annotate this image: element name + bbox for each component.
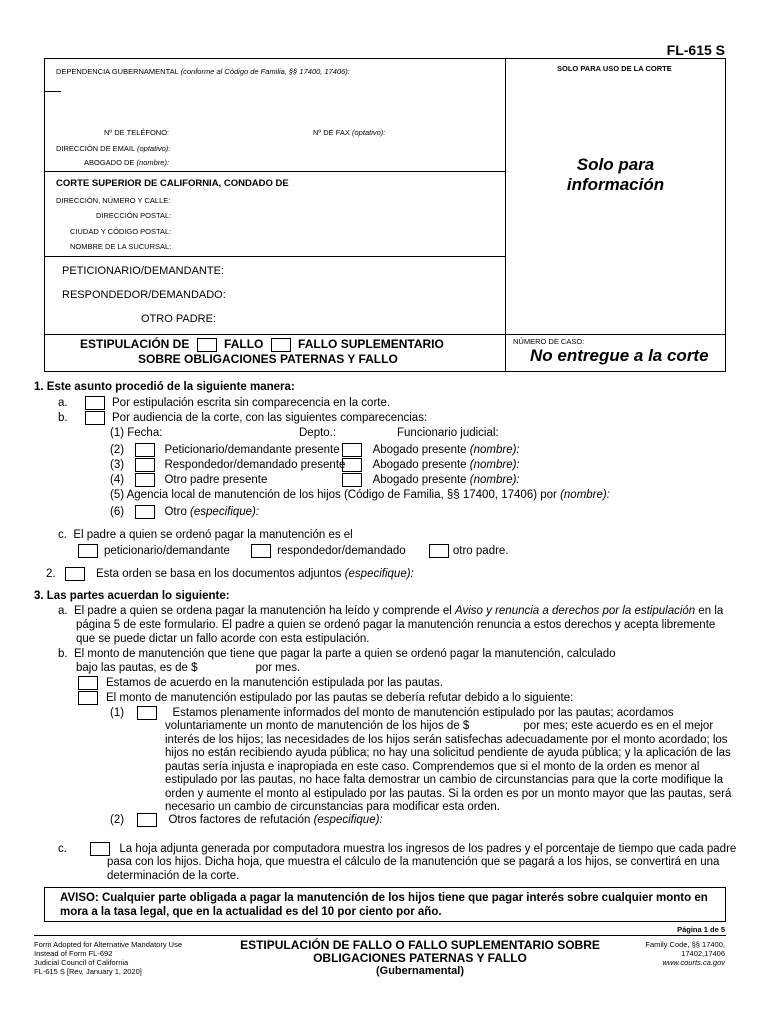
section-2-row: 2. Esta orden se basa en los documentos adjuntos (especifique): [46, 568, 414, 581]
s2-checkbox[interactable] [65, 567, 85, 581]
pet-atty-checkbox[interactable] [342, 443, 362, 457]
s3-c-line2: pasa con los hijos. Dicha hoja, que muestra el cálculo de la manutención que se pagará a los hijos, se convertirá en una [107, 856, 720, 868]
s3-r1-text: voluntariamente un monto de manutención de los hijos de $ por mes; este acuerdo es en el mejor interés de los hijos; las necesidades de los hijos serán satisfechas adecuadamente por el monto acordado; los hijos no están recibiendo ayuda pública; no hay una solicitud pendiente de ayuda pública; y la aplicación de las pautas sería injusta e inapropiada en este caso. Comprendemos que si el monto de la orden es menor al estipulado por las pautas, no hace falta demostrar un cambio de circunstancias para que la corte modifique la orden y aumente el monto al estipulado por las pautas. Si la orden es por un monto mayor que las pautas, será necesario un cambio de circunstancias para modificar esta orden. [165, 720, 732, 813]
s3-c-checkbox[interactable] [90, 842, 110, 856]
s1-b3-row: (3) Respondedor/demandado presente [110, 459, 346, 472]
s3-b-line1: b. El monto de manutención que tiene que pagar la parte a quien se ordenó pagar la manutención, calculado [58, 648, 616, 660]
supplemental-judgment-checkbox[interactable] [271, 338, 291, 352]
other-parent-label: OTRO PADRE: [141, 313, 216, 325]
footer-right: Family Code, §§ 17400, 17402,17406 www.courts.ca.gov [645, 940, 725, 967]
phone-label: Nº DE TELÉFONO: [104, 128, 170, 137]
s3-a-line3: que se puede dictar un fallo acorde con esta estipulación. [76, 633, 370, 645]
s1-b6-row: (6) Otro (especifique): [110, 506, 260, 519]
s3-c-row: c. La hoja adjunta generada por computadora muestra los ingresos de los padres y el porcentaje de tiempo que cada padre [58, 843, 737, 856]
pet-present-checkbox[interactable] [135, 443, 155, 457]
form-title: ESTIPULACIÓN DE FALLO FALLO SUPLEMENTARIO [80, 337, 444, 351]
s1-b1-date: (1) Fecha: [110, 427, 163, 439]
s3-a-line1: a. El padre a quien se ordena pagar la manutención ha leído y comprende el Aviso y renuncia a derechos por la estipulación en la [58, 605, 724, 617]
attorney-label: ABOGADO DE (nombre): [84, 158, 170, 167]
agency-label: DEPENDENCIA GUBERNAMENTAL (conforme al Código de Familia, §§ 17400, 17406): [56, 67, 350, 76]
s3-r1-row: (1) Estamos plenamente informados del monto de manutención estipulado por las pautas; acordamos [110, 707, 674, 720]
s1-b3-atty: Abogado presente (nombre): [342, 458, 520, 472]
petitioner-label: PETICIONARIO/DEMANDANTE: [62, 265, 224, 277]
header-right-frame [505, 58, 726, 335]
s1-b4-atty: Abogado presente (nombre): [342, 473, 520, 487]
form-id: FL-615 S [666, 42, 725, 58]
payor-other-checkbox[interactable] [429, 544, 449, 558]
fax-label: Nº DE FAX (optativo): [313, 128, 386, 137]
payor-petitioner-checkbox[interactable] [78, 544, 98, 558]
s1-c-row: c. El padre a quien se ordenó pagar la manutención es el [58, 529, 353, 541]
guideline-rebut-checkbox[interactable] [78, 691, 98, 705]
form-title-line2: SOBRE OBLIGACIONES PATERNAS Y FALLO [138, 352, 398, 366]
s3-a-line2: página 5 de este formulario. El padre a quien se ordenó pagar la manutención renuncia a estos derechos y acepta libremente [76, 619, 716, 631]
mailing-label: DIRECCIÓN POSTAL: [96, 211, 172, 220]
respondent-label: RESPONDEDOR/DEMANDADO: [62, 289, 226, 301]
guideline-agree-checkbox[interactable] [78, 676, 98, 690]
s1-a-checkbox[interactable] [85, 396, 105, 410]
s1-b1-dept: Depto.: [299, 427, 337, 439]
resp-atty-checkbox[interactable] [342, 458, 362, 472]
notice-text: AVISO: Cualquier parte obligada a pagar la manutención de los hijos tiene que pagar interés sobre cualquier monto en mora a la tasa legal, que en la actualidad es del 10 por ciento por año. [60, 892, 708, 918]
s1-a-row: a. Por estipulación escrita sin comparecencia en la corte. [58, 397, 391, 410]
s1-b4-row: (4) Otro padre presente [110, 474, 268, 487]
other-atty-checkbox[interactable] [342, 473, 362, 487]
court-use-label: SOLO PARA USO DE LA CORTE [557, 64, 672, 73]
footer-left: Form Adopted for Alternative Mandatory Use Instead of Form FL-692 Judicial Council of California FL-615 S [Rev. January 1, 2020] [34, 940, 182, 976]
email-label: DIRECCIÓN DE EMAIL (optativo): [56, 144, 171, 153]
s3-b-line2: bajo las pautas, es de $ por mes. [76, 662, 301, 674]
resp-present-checkbox[interactable] [135, 458, 155, 472]
footer-title: ESTIPULACIÓN DE FALLO O FALLO SUPLEMENTARIO SOBRE OBLIGACIONES PATERNAS Y FALLO (Gubernamental) [240, 938, 600, 977]
case-number-label: NÚMERO DE CASO: [513, 337, 585, 346]
rebut-2-checkbox[interactable] [137, 813, 157, 827]
rebut-1-checkbox[interactable] [137, 706, 157, 720]
s1-b2-row: (2) Peticionario/demandante presente [110, 444, 340, 457]
s1-b1-officer: Funcionario judicial: [397, 427, 499, 439]
s1-b-row: b. Por audiencia de la corte, con las siguientes comparecencias: [58, 412, 428, 425]
branch-label: NOMBRE DE LA SUCURSAL: [70, 242, 172, 251]
section-1-title: 1. Este asunto procedió de la siguiente manera: [34, 381, 295, 393]
street-label: DIRECCIÓN, NÚMERO Y CALLE: [56, 196, 171, 205]
s3-b-opt1: Estamos de acuerdo en la manutención estipulada por las pautas. [78, 676, 443, 690]
info-watermark: Solo para información [566, 155, 665, 194]
s1-b2-atty: Abogado presente (nombre): [342, 443, 520, 457]
court-title: CORTE SUPERIOR DE CALIFORNIA, CONDADO DE [56, 178, 289, 189]
s3-b-opt2: El monto de manutención estipulado por las pautas se debería refutar debido a lo siguiente: [78, 691, 573, 705]
section-3-title: 3. Las partes acuerdan lo siguiente: [34, 590, 230, 602]
s1-b-checkbox[interactable] [85, 411, 105, 425]
payor-respondent-checkbox[interactable] [251, 544, 271, 558]
page-number: Página 1 de 5 [677, 925, 725, 934]
s3-c-line3: determinación de la corte. [107, 870, 240, 882]
stipulation-judgment-checkbox[interactable] [197, 338, 217, 352]
s3-r2-row: (2) Otros factores de refutación (especifique): [110, 814, 383, 827]
do-not-deliver: No entregue a la corte [530, 346, 709, 365]
other-present-checkbox[interactable] [135, 473, 155, 487]
city-label: CIUDAD Y CÓDIGO POSTAL: [70, 227, 172, 236]
s1-b5-row: (5) Agencia local de manutención de los hijos (Código de Familia, §§ 17400, 17406) por (nombre): [110, 489, 610, 501]
s1-other-checkbox[interactable] [135, 505, 155, 519]
s1-c-options: peticionario/demandante respondedor/demandado otro padre. [78, 544, 509, 558]
